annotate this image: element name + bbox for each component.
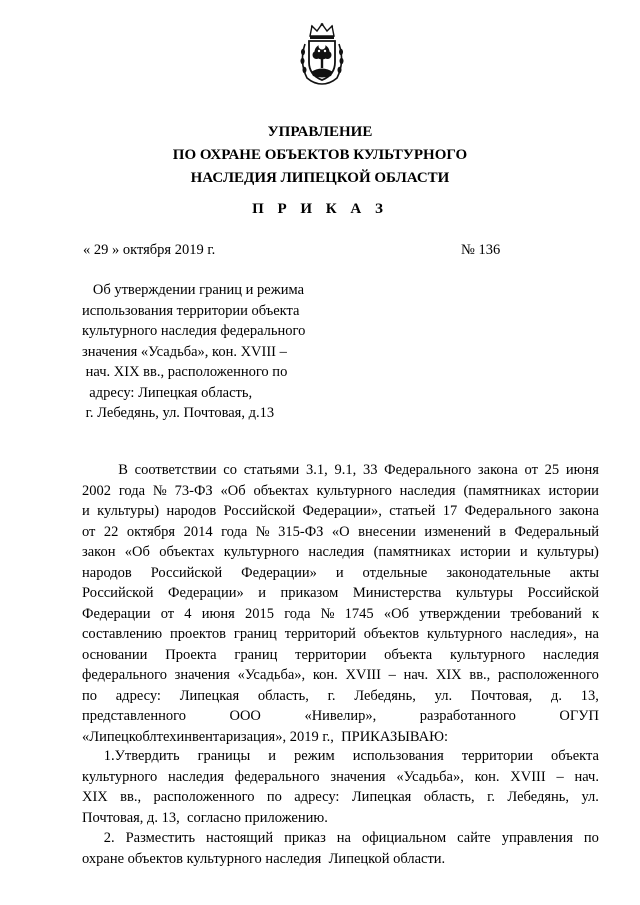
word: сайте — [457, 830, 491, 846]
word: года — [118, 482, 146, 499]
word: 25 — [544, 462, 560, 478]
word: XVIII — [510, 768, 546, 785]
word: Российской — [150, 564, 223, 581]
word: область, — [423, 789, 475, 805]
word: «Об — [220, 482, 246, 499]
word: народов — [166, 503, 217, 519]
word: объектах — [159, 544, 215, 560]
word: адресу: — [115, 687, 161, 704]
word: наследия — [399, 482, 456, 499]
word: Российской — [527, 585, 599, 601]
coat-of-arms-emblem — [298, 22, 346, 86]
word: управления — [501, 830, 573, 846]
word: от — [160, 605, 175, 622]
word: наследия», — [510, 626, 577, 642]
issuer-line-3: НАСЛЕДИЯ ЛИПЕЦКОЙ ОБЛАСТИ — [190, 170, 450, 186]
word: закона — [477, 462, 518, 478]
word: режим — [294, 748, 335, 764]
word: Федерального — [464, 503, 552, 519]
word: официальном — [361, 830, 447, 846]
subject-line: значения «Усадьба», кон. XVIII – — [82, 343, 287, 360]
word: культуры) — [536, 544, 599, 560]
word: «Усадьба», — [237, 667, 306, 683]
word: Российской — [82, 585, 154, 601]
paragraph-line — [82, 583, 599, 604]
word: 2002 — [82, 482, 111, 499]
preamble-paragraph — [82, 460, 599, 747]
subject-line: нач. XIX вв., расположенного по — [82, 364, 288, 380]
word: наследия — [543, 646, 599, 663]
word: июня — [565, 462, 599, 478]
word: настоящий — [206, 830, 274, 846]
word: территории — [461, 748, 533, 764]
word: приказ — [284, 830, 326, 846]
word: 9.1, — [334, 462, 357, 478]
word: область, — [257, 687, 309, 704]
word: ОГУП — [559, 708, 599, 724]
word: 315-ФЗ — [278, 523, 324, 540]
paragraph-line — [82, 501, 599, 522]
word: Лебедянь, — [354, 687, 416, 704]
word: требований — [510, 605, 582, 622]
word: 1745 — [344, 605, 374, 622]
word: от — [524, 462, 538, 478]
paragraph-line — [82, 624, 599, 645]
paragraph-line — [82, 746, 599, 767]
word: «Об — [383, 605, 409, 622]
word: в — [499, 523, 507, 540]
word: границ — [233, 626, 277, 642]
issuer-line-1: УПРАВЛЕНИЕ — [267, 124, 373, 140]
issuer-line-2: ПО ОХРАНЕ ОБЪЕКТОВ КУЛЬТУРНОГО — [172, 147, 468, 163]
word: приказом — [280, 585, 339, 601]
paragraph-line — [82, 542, 599, 563]
word: 2015 — [244, 605, 274, 622]
word: статьями — [243, 462, 300, 478]
word: законодательные — [446, 564, 551, 581]
word: Министерства — [352, 585, 442, 601]
order-subject — [82, 280, 305, 424]
word: нач. — [574, 768, 599, 785]
word: Федеральный — [514, 523, 599, 540]
word: народов — [82, 564, 132, 581]
word: Федерального — [384, 462, 472, 478]
word: Проекта — [165, 646, 217, 663]
word: июня — [201, 605, 235, 622]
word: года — [284, 605, 311, 622]
word: к — [591, 605, 599, 622]
word: № — [255, 523, 270, 540]
word: Разместить — [125, 830, 196, 846]
word: 13, — [580, 687, 599, 704]
word: составлению — [82, 626, 163, 642]
word: вв., — [469, 667, 491, 683]
word: и — [519, 544, 528, 560]
subject-line: использования территории объекта — [82, 302, 300, 319]
word: ООО — [229, 708, 261, 724]
word: на — [336, 830, 351, 846]
word: соответствии — [134, 462, 217, 478]
word: использования — [352, 748, 444, 764]
word: XIX — [82, 789, 108, 805]
word: истории — [548, 482, 599, 499]
word: Федерации — [82, 605, 151, 622]
word: проектов — [170, 626, 226, 642]
order-date: « 29 » октября 2019 г. — [83, 242, 216, 258]
paragraph-line — [82, 481, 599, 502]
word: года — [221, 523, 248, 540]
paragraph-line — [82, 522, 599, 543]
word: 17 — [442, 503, 458, 519]
word: (памятниках — [463, 482, 541, 499]
word: кон. — [474, 768, 500, 785]
word: культуры — [455, 585, 514, 601]
word: XVIII — [345, 667, 381, 683]
word: основании — [82, 646, 148, 663]
word: Российской — [223, 503, 296, 519]
word: и — [258, 585, 266, 601]
word: наследия — [308, 544, 365, 560]
word: культурного — [82, 768, 158, 785]
paragraph-line: охране объектов культурного наследия Липецкой области. — [82, 850, 446, 867]
word: по — [82, 687, 98, 704]
word: со — [223, 462, 237, 478]
issuer-header — [0, 121, 640, 190]
word: внесении — [358, 523, 416, 540]
word: федерального — [82, 667, 167, 683]
paragraph-line — [82, 706, 599, 727]
word: 4 — [184, 605, 192, 622]
word: закона — [559, 503, 599, 519]
word: (памятниках — [373, 544, 451, 560]
paragraph-line — [82, 828, 599, 849]
word: расположенного — [498, 667, 599, 683]
word: В — [82, 462, 128, 478]
word: кон. — [312, 667, 338, 683]
paragraph-line: «Липецкоблтехинвентаризация», 2019 г., ПРИКАЗЫВАЮ: — [82, 728, 449, 745]
paragraph-line — [82, 665, 599, 686]
word: объектах — [253, 482, 309, 499]
subject-line: Об утверждении границ и режима — [82, 282, 305, 298]
paragraph-line — [82, 460, 599, 481]
word: наследия — [167, 768, 224, 785]
order-number: № 136 — [461, 242, 501, 258]
word: – — [388, 667, 396, 683]
word: ул. — [581, 789, 599, 805]
word: границы — [197, 748, 251, 764]
word: разработанного — [419, 708, 516, 724]
word: культурного — [449, 646, 526, 663]
paragraph-line — [82, 563, 599, 584]
word: «О — [331, 523, 350, 540]
word: 2014 — [183, 523, 213, 540]
word: территории — [295, 646, 367, 663]
word: представленного — [82, 708, 186, 724]
word: на — [584, 626, 599, 642]
word: октября — [126, 523, 176, 540]
word: д. — [551, 687, 563, 704]
paragraph-line — [82, 787, 599, 808]
word: – — [556, 768, 564, 785]
word: Липецкая — [351, 789, 412, 805]
word: Почтовая, — [470, 687, 533, 704]
word: 2. — [82, 830, 115, 846]
word: г. — [487, 789, 495, 805]
word: № — [152, 482, 167, 499]
word: и — [335, 564, 344, 581]
word: Федерации» — [167, 585, 244, 601]
word: акты — [569, 564, 599, 581]
word: истории — [460, 544, 511, 560]
word: объектов — [363, 626, 420, 642]
word: 73-ФЗ — [174, 482, 213, 499]
word: культурного — [426, 626, 503, 642]
paragraph-line — [82, 604, 599, 625]
word: 33 — [362, 462, 378, 478]
paragraph-line: Почтовая, д. 13, согласно приложению. — [82, 809, 328, 826]
subject-line: г. Лебедянь, ул. Почтовая, д.13 — [82, 405, 275, 421]
subject-line: культурного наследия федерального — [82, 323, 306, 339]
word: «Нивелир», — [304, 708, 377, 724]
word: значения — [330, 768, 386, 785]
word: от — [82, 523, 96, 540]
word: закон — [82, 544, 116, 560]
order-item-2 — [82, 828, 599, 869]
word: г. — [327, 687, 336, 704]
word: Лебедянь, — [507, 789, 570, 805]
word: культурного — [316, 482, 392, 499]
word: утверждении — [419, 605, 501, 622]
word: 3.1, — [306, 462, 328, 478]
word: культуры) — [97, 503, 160, 519]
word: значения — [174, 667, 230, 683]
word: по — [583, 830, 599, 846]
word: и — [268, 748, 277, 764]
word: Федерации», — [302, 503, 382, 519]
word: Федерации» — [241, 564, 317, 581]
word: XIX — [435, 667, 462, 683]
word: отдельные — [362, 564, 428, 581]
word: ул. — [434, 687, 453, 704]
document-title: П Р И К А З — [252, 201, 388, 217]
word: по — [266, 789, 282, 805]
word: статьей — [389, 503, 436, 519]
word: № — [320, 605, 335, 622]
word: территорий — [284, 626, 356, 642]
paragraph-line — [82, 767, 599, 788]
word: вв., — [120, 789, 142, 805]
word: «Усадьба», — [396, 768, 464, 785]
word: 22 — [103, 523, 119, 540]
word: объекта — [384, 646, 433, 663]
word: «Об — [124, 544, 150, 560]
word: культурного — [223, 544, 300, 560]
word: адресу: — [294, 789, 340, 805]
word: изменений — [424, 523, 491, 540]
order-item-1 — [82, 746, 599, 828]
paragraph-line — [82, 645, 599, 666]
word: Липецкая — [179, 687, 240, 704]
paragraph-line — [82, 686, 599, 707]
word: границ — [234, 646, 278, 663]
word: и — [82, 503, 90, 519]
word: расположенного — [153, 789, 255, 805]
word: нач. — [403, 667, 429, 683]
subject-line: адресу: Липецкая область, — [82, 384, 253, 401]
word: федерального — [234, 768, 320, 785]
word: объекта — [550, 748, 599, 764]
word: 1.Утвердить — [82, 748, 180, 764]
